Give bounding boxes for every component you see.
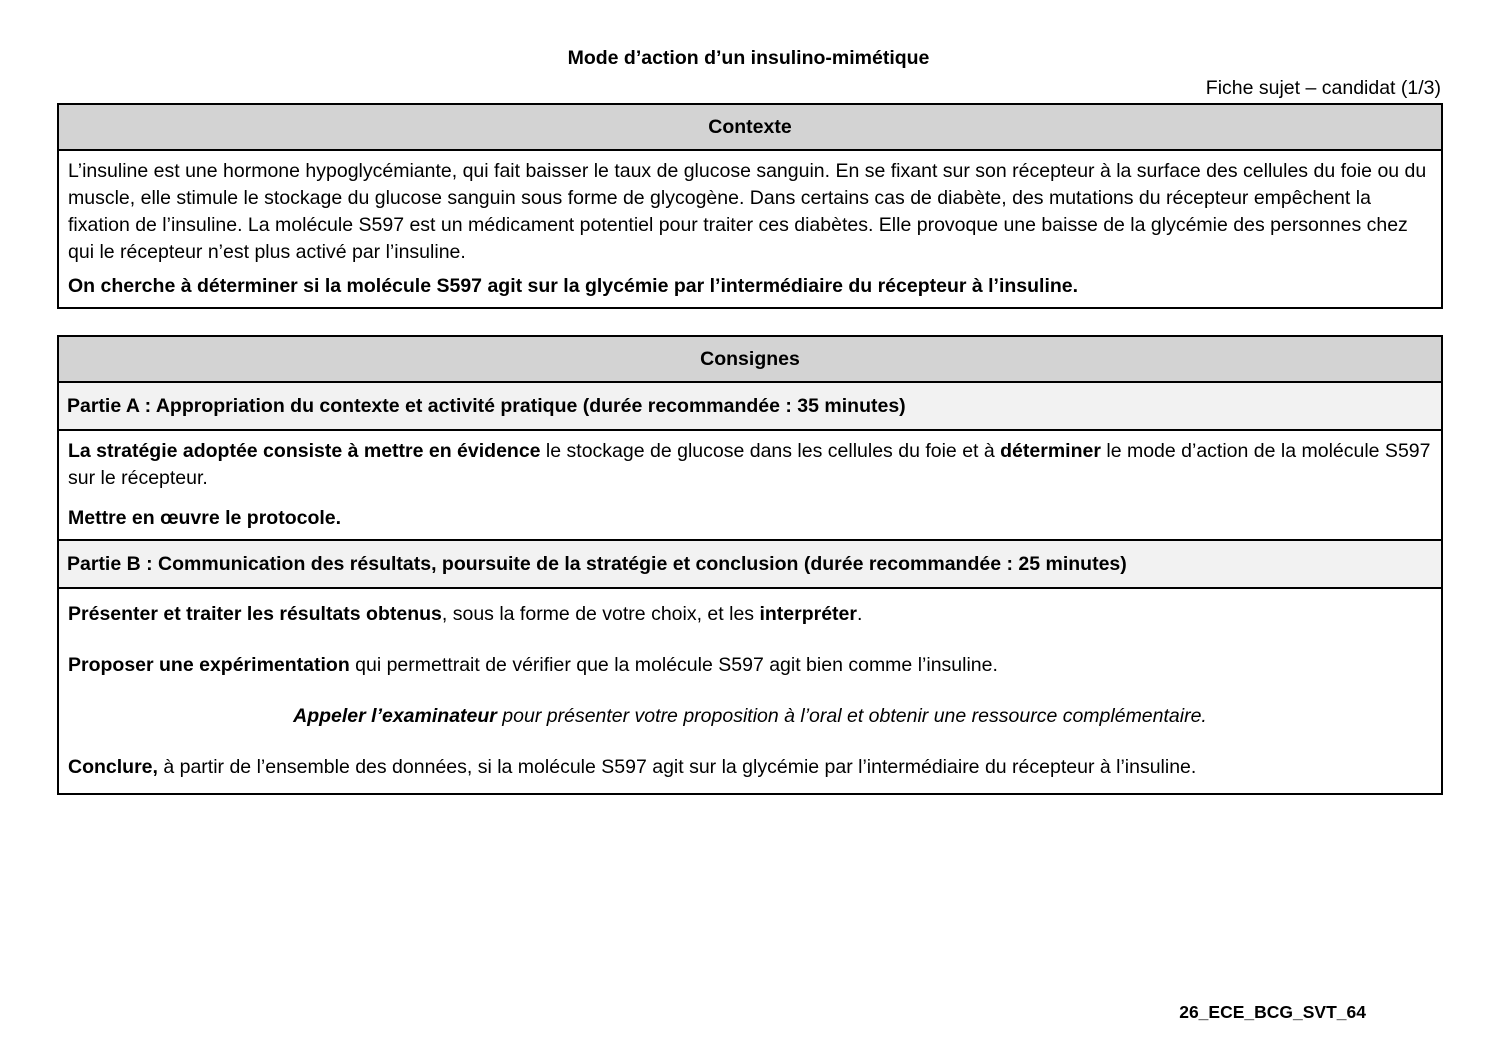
strategie-normal-text: le stockage de glucose dans les cellules du foie et à	[540, 440, 1001, 462]
partie-b-body	[59, 587, 1441, 793]
consignes-section	[57, 335, 1443, 795]
presenter-bold-lead: Présenter et traiter les résultats obtenus	[68, 603, 442, 625]
contexte-objective: On cherche à déterminer si la molécule S597 agit sur la glycémie par l’intermédiaire du récepteur à l’insuline.	[68, 275, 1079, 297]
appeler-instruction	[68, 703, 1432, 730]
appeler-italic-text: pour présenter votre proposition à l’oral et obtenir une ressource complémentaire.	[496, 705, 1207, 727]
page-header	[0, 0, 1497, 100]
conclure-instruction	[68, 754, 1432, 781]
contexte-body	[59, 149, 1441, 307]
contexte-paragraph: L’insuline est une hormone hypoglycémiante, qui fait baisser le taux de glucose sanguin. En se fixant sur son récepteur à la surface des cellules du foie ou du muscle, elle stimule le stockage du glucose sanguin sous forme de glycogène. Dans certains cas de diabète, des mutations du récepteur empêchent la fixation de l’insuline. La molécule S597 est un médicament potentiel pour traiter ces diabètes. Elle provoque une baisse de la glycémie des personnes chez qui le récepteur n’est plus activé par l’insuline.	[68, 160, 1427, 263]
strategie-bold-determiner: déterminer	[1000, 440, 1101, 462]
partie-a-body	[59, 429, 1441, 539]
contexte-section	[57, 103, 1443, 309]
strategie-normal-end: le mode d’action de la molécule S597 sur le récepteur.	[68, 440, 1431, 489]
proposer-normal-text: qui permettrait de vérifier que la molécule S597 agit bien comme l’insuline.	[349, 654, 998, 676]
presenter-normal-text: , sous la forme de votre choix, et les	[441, 603, 760, 625]
sheet-candidate-label: Fiche sujet – candidat (1/3)	[1205, 77, 1441, 99]
conclure-bold-lead: Conclure,	[68, 756, 158, 778]
contexte-header: Contexte	[59, 105, 1441, 149]
partie-b-header: Partie B : Communication des résultats, poursuite de la stratégie et conclusion (durée recommandée : 25 minutes)	[59, 539, 1441, 587]
strategie-bold-lead: La stratégie adoptée consiste à mettre en évidence	[68, 440, 541, 462]
partie-a-header: Partie A : Appropriation du contexte et activité pratique (durée recommandée : 35 minutes)	[59, 381, 1441, 429]
document-code: 26_ECE_BCG_SVT_64	[1179, 1002, 1366, 1022]
proposer-instruction	[68, 652, 1432, 679]
presenter-instruction	[68, 601, 1432, 628]
document-title: Mode d’action d’un insulino-mimétique	[567, 47, 930, 69]
presenter-bold-interpreter: interpréter	[759, 603, 857, 625]
consignes-header: Consignes	[59, 337, 1441, 381]
conclure-normal-text: à partir de l’ensemble des données, si la molécule S597 agit sur la glycémie par l’intermédiaire du récepteur à l’insuline.	[157, 756, 1197, 778]
strategie-paragraph	[68, 438, 1432, 492]
proposer-bold-lead: Proposer une expérimentation	[68, 654, 350, 676]
presenter-normal-end: .	[856, 603, 863, 625]
protocole-instruction: Mettre en œuvre le protocole.	[68, 507, 342, 529]
appeler-bold-lead: Appeler l’examinateur	[293, 705, 497, 727]
